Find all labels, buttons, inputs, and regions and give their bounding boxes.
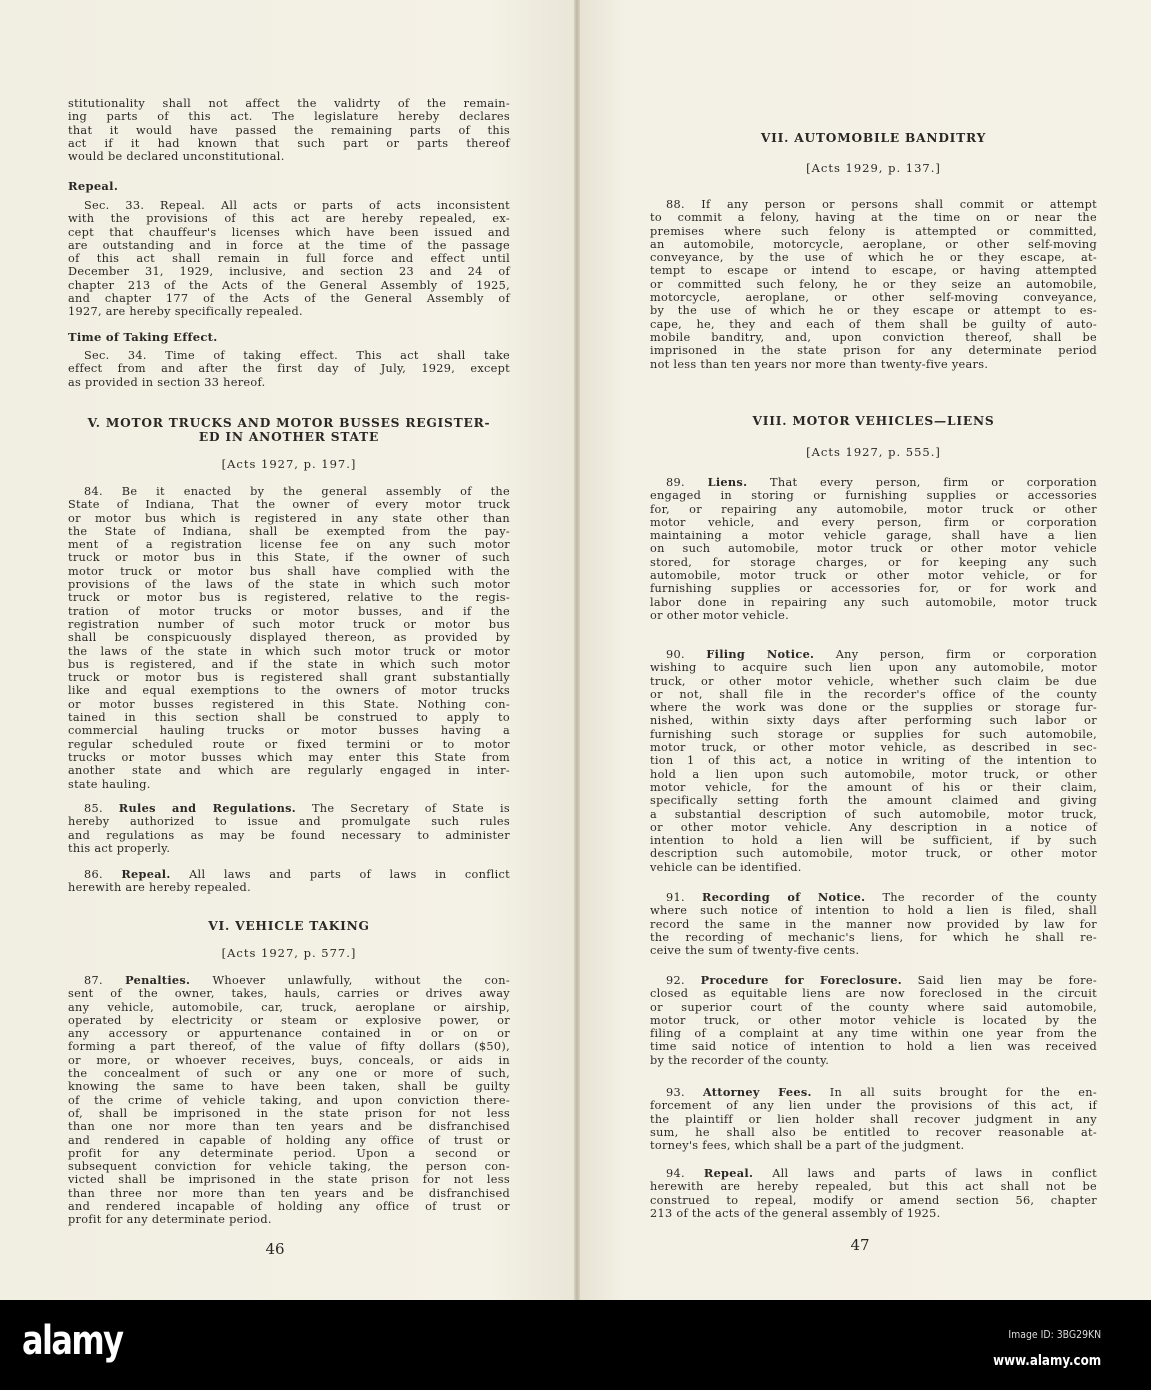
text-line: engaged in storing or furnishing supplies or accessories — [650, 489, 1097, 503]
watermark-url: www.alamy.com — [992, 1353, 1101, 1369]
text-line: shall be conspicuously displayed thereon, as provided by — [68, 631, 510, 645]
text-line: state hauling. — [68, 777, 151, 791]
text-line: profit for any determinate period. — [68, 1213, 272, 1227]
line-text: Repeal. All acts or parts of acts inconsistent — [160, 199, 510, 212]
text-line: motor truck, or other motor vehicle is located by the — [650, 1013, 1097, 1027]
text-line — [650, 198, 1097, 211]
text-line — [650, 1086, 1097, 1099]
section-heading: Rules and Regulations. — [118, 801, 297, 815]
section-title — [68, 919, 510, 933]
text-line: by the recorder of the county. — [650, 1053, 830, 1067]
text-line: knowing the same to have been taken, shall be guilty — [68, 1080, 510, 1094]
text-line: truck or motor bus is registered shall grant substantially — [68, 671, 510, 685]
text-line — [68, 868, 510, 881]
text-line: any accessory or appurtenance contained in or on or — [68, 1027, 510, 1041]
paragraph — [68, 199, 510, 319]
paragraph — [650, 1167, 1097, 1220]
section-title-line: VIII. MOTOR VEHICLES—LIENS — [752, 414, 995, 428]
text-line: closed as equitable liens are now foreclosed in the circuit — [650, 987, 1097, 1001]
acts-citation: [Acts 1927, p. 577.] — [221, 946, 357, 960]
paragraph — [68, 485, 510, 791]
side-heading: Repeal. — [68, 179, 119, 193]
text-line — [68, 349, 510, 362]
text-line: as provided in section 33 hereof. — [68, 375, 266, 389]
section-number: 93. — [666, 1086, 685, 1099]
text-line: like and equal exemptions to the owners of motor trucks — [68, 684, 510, 698]
text-line: herewith are hereby repealed, but this act shall not be — [650, 1180, 1097, 1194]
text-line: are outstanding and in force at the time of the passage — [68, 238, 510, 252]
text-line: ment of a registration license fee on any such motor — [68, 538, 510, 552]
text-line: motorcycle, aeroplane, or other self-moving conveyance, — [650, 291, 1097, 305]
paragraph — [68, 97, 510, 163]
text-line: December 31, 1929, inclusive, and section 23 and 24 of — [68, 265, 510, 279]
text-line — [68, 802, 510, 815]
right-page — [578, 0, 1151, 1300]
text-line: tempt to escape or intend to escape, or having attempted — [650, 264, 1097, 278]
section-number: 91. — [666, 891, 685, 904]
line-text: All laws and parts of laws in conflict — [189, 868, 510, 881]
text-line: or other motor vehicle. — [650, 608, 790, 622]
text-line: and rendered incapable of holding any office of trust or — [68, 1200, 510, 1214]
section-title-line: ED IN ANOTHER STATE — [198, 430, 380, 444]
text-line: cept that chauffeur's licenses which have been issued and — [68, 225, 510, 239]
text-line: construed to repeal, modify or amend section 56, chapter — [650, 1193, 1097, 1207]
text-line: labor done in repairing any such automobile, motor truck — [650, 595, 1097, 609]
section-heading: Liens. — [707, 475, 748, 489]
text-line — [68, 974, 510, 987]
section-number: Sec. 34. — [84, 349, 147, 362]
section-number: 94. — [666, 1167, 685, 1180]
line-text: Any person, firm or corporation — [835, 648, 1097, 661]
text-line: truck or motor bus is registered, relative to the regis- — [68, 591, 510, 605]
line-text: All laws and parts of laws in conflict — [772, 1167, 1097, 1180]
line-text: The Secretary of State is — [311, 802, 510, 815]
text-line — [650, 891, 1097, 904]
section-title — [68, 416, 510, 444]
text-line: tained in this section shall be construed to apply to — [68, 711, 510, 725]
paragraph — [650, 476, 1097, 622]
text-line: or other motor vehicle. Any description in a notice of — [650, 820, 1097, 834]
text-line: 213 of the acts of the general assembly of 1925. — [650, 1206, 941, 1220]
text-line: an automobile, motorcycle, aeroplane, or other self-moving — [650, 237, 1097, 251]
line-text: The recorder of the county — [882, 891, 1097, 904]
section-number: 87. — [84, 974, 103, 987]
text-line: another state and which are regularly engaged in inter- — [68, 764, 510, 778]
text-line: 1927, are hereby specifically repealed. — [68, 305, 303, 319]
text-line: maintaining a motor vehicle garage, shall have a lien — [650, 529, 1097, 543]
section-number: 92. — [666, 974, 685, 987]
text-line: wishing to acquire such lien upon any automobile, motor — [650, 661, 1097, 675]
text-line: or superior court of the county where said automobile, — [650, 1000, 1097, 1014]
text-line: of, shall be imprisoned in the state prison for not less — [68, 1106, 510, 1120]
left-page — [0, 0, 576, 1300]
line-text: If any person or persons shall commit or attempt — [701, 198, 1097, 211]
section-heading: Filing Notice. — [706, 647, 815, 661]
text-line: or motor busses registered in this State. Nothing con- — [68, 697, 510, 711]
text-line — [650, 1167, 1097, 1180]
image-id: Image ID: 3BG29KN — [1008, 1328, 1101, 1341]
line-text: Whoever unlawfully, without the con- — [212, 974, 510, 987]
text-line: forcement of any lien under the provisions of this act, if — [650, 1099, 1097, 1113]
text-line: with the provisions of this act are hereby repealed, ex- — [68, 212, 510, 226]
paragraph — [68, 868, 510, 895]
text-line — [650, 476, 1097, 489]
text-line: and rendered in capable of holding any office of trust or — [68, 1133, 510, 1147]
text-line: of the crime of vehicle taking, and upon conviction there- — [68, 1093, 510, 1107]
text-line: vehicle can be identified. — [650, 860, 802, 874]
text-line: where the work was done or the supplies or storage fur- — [650, 701, 1097, 715]
section-number: 89. — [666, 476, 685, 489]
text-line: ceive the sum of twenty-five cents. — [650, 944, 860, 958]
section-title-line: VI. VEHICLE TAKING — [208, 919, 370, 933]
text-line: ing parts of this act. The legislature hereby declares — [68, 110, 510, 124]
text-line: truck or motor bus in this State, if the owner of such — [68, 551, 510, 565]
text-line: hold a lien upon such automobile, motor truck, or other — [650, 767, 1097, 781]
text-line: sent of the owner, takes, hauls, carries or drives away — [68, 987, 510, 1001]
text-line: the State of Indiana, shall be exempted from the pay- — [68, 524, 510, 538]
text-line: automobile, motor truck or other motor vehicle, or for — [650, 569, 1097, 583]
text-line: regular scheduled route or fixed termini or to motor — [68, 737, 510, 751]
text-line: imprisoned in the state prison for any determinate period — [650, 344, 1097, 358]
text-line — [68, 199, 510, 212]
text-line: State of Indiana, That the owner of every motor truck — [68, 498, 510, 512]
text-line: cape, he, they and each of them shall be guilty of auto- — [650, 317, 1097, 331]
section-number: 86. — [84, 868, 103, 881]
text-line: the recording of mechanic's liens, for which he shall re- — [650, 930, 1097, 944]
text-line: than one nor more than ten years and be disfranchised — [68, 1120, 510, 1134]
text-line: act if it had known that such part or parts thereof — [68, 136, 510, 150]
text-line: premises where such felony is attempted or committed, — [650, 224, 1097, 238]
text-line: than three nor more than ten years and be disfranchised — [68, 1186, 510, 1200]
text-line: trucks or motor busses which may enter this State from — [68, 750, 510, 764]
section-heading: Penalties. — [125, 973, 191, 987]
text-line: filing of a complaint at any time within one year from the — [650, 1027, 1097, 1041]
text-line: the concealment of such or any one or more of such, — [68, 1067, 510, 1081]
text-line: and chapter 177 of the Acts of the General Assembly of — [68, 292, 510, 306]
side-heading: Time of Taking Effect. — [68, 330, 218, 344]
section-heading: Procedure for Foreclosure. — [700, 973, 902, 987]
text-line: profit for any determinate period. Upon a second or — [68, 1146, 510, 1160]
section-number: Sec. 33. — [84, 199, 145, 212]
section-number: 84. — [84, 485, 103, 498]
text-line: forming a part thereof, of the value of fifty dollars ($50), — [68, 1040, 510, 1054]
text-line: effect from and after the first day of July, 1929, except — [68, 362, 510, 376]
section-heading: Repeal. — [703, 1166, 754, 1180]
paragraph — [650, 198, 1097, 371]
paragraph — [650, 891, 1097, 957]
text-line: by the use of which he or they escape or attempt to es- — [650, 304, 1097, 318]
line-text: In all suits brought for the en- — [829, 1086, 1097, 1099]
paragraph — [650, 1086, 1097, 1152]
text-line: stored, for storage charges, or for keeping any such — [650, 555, 1097, 569]
text-line: or not, shall file in the recorder's office of the county — [650, 687, 1097, 701]
text-line: truck, or other motor vehicle, whether such claim be due — [650, 674, 1097, 688]
text-line: or more, or whoever receives, buys, conceals, or aids in — [68, 1053, 510, 1067]
text-line: conveyance, by the use of which he or they escape, at- — [650, 251, 1097, 265]
text-line: mobile banditry, and, upon conviction thereof, shall be — [650, 330, 1097, 344]
text-line: not less than ten years nor more than twenty-five years. — [650, 357, 989, 371]
section-title-line: V. MOTOR TRUCKS AND MOTOR BUSSES REGISTER- — [87, 416, 491, 430]
text-line — [650, 974, 1097, 987]
text-line — [650, 648, 1097, 661]
section-heading: Repeal. — [121, 867, 171, 881]
page-number: 46 — [265, 1240, 285, 1258]
text-line: bus is registered, and if the state in which such motor — [68, 657, 510, 671]
text-line: tion 1 of this act, a notice in writing of the intention to — [650, 754, 1097, 768]
acts-citation: [Acts 1927, p. 197.] — [221, 457, 357, 471]
text-line: subsequent conviction for vehicle taking, the person con- — [68, 1160, 510, 1174]
text-line: that it would have passed the remaining parts of this — [68, 123, 510, 137]
text-line: provisions of the laws of the state in which such motor — [68, 578, 510, 592]
text-line: description such automobile, motor truck, or other motor — [650, 847, 1097, 861]
paragraph — [650, 974, 1097, 1067]
text-line: victed shall be imprisoned in the state prison for not less — [68, 1173, 510, 1187]
text-line: torney's fees, which shall be a part of the judgment. — [650, 1139, 965, 1153]
watermark-band — [0, 1300, 1151, 1390]
text-line: any vehicle, automobile, car, truck, aeroplane or airship, — [68, 1000, 510, 1014]
paragraph — [68, 974, 510, 1227]
page-number: 47 — [850, 1236, 870, 1254]
text-line: this act properly. — [68, 841, 171, 855]
text-line: sum, he shall also be entitled to recover reasonable at- — [650, 1125, 1097, 1139]
section-number: 90. — [666, 648, 685, 661]
acts-citation: [Acts 1929, p. 137.] — [806, 161, 941, 175]
text-line: motor truck, or other motor vehicle, as described in sec- — [650, 741, 1097, 755]
text-line: motor truck or motor bus shall have complied with the — [68, 564, 510, 578]
text-line: tration of motor trucks or motor busses, and if the — [68, 604, 510, 618]
text-line: would be declared unconstitutional. — [68, 150, 285, 164]
text-line: operated by electricity or steam or explosive power, or — [68, 1013, 510, 1027]
text-line: chapter 213 of the Acts of the General Assembly of 1925, — [68, 278, 510, 292]
text-line: of this act shall remain in full force and effect until — [68, 252, 510, 266]
section-heading: Recording of Notice. — [702, 890, 866, 904]
text-line: the laws of the state in which such motor truck or motor — [68, 644, 510, 658]
text-line: registration number of such motor truck or motor bus — [68, 617, 510, 631]
section-heading: Attorney Fees. — [702, 1085, 812, 1099]
paragraph — [68, 802, 510, 855]
text-line: time said notice of intention to hold a lien was received — [650, 1040, 1097, 1054]
book-gutter — [574, 0, 580, 1300]
text-line: or motor bus which is registered in any state other than — [68, 511, 510, 525]
text-line: or committed such felony, he or they seize an automobile, — [650, 277, 1097, 291]
text-line: to commit a felony, having at the time on or near the — [650, 211, 1097, 225]
line-text: Time of taking effect. This act shall take — [165, 349, 510, 362]
text-line: stitutionality shall not affect the validrty of the remain- — [68, 97, 510, 110]
paragraph — [68, 349, 510, 389]
text-line: for, or repairing any automobile, motor truck or other — [650, 502, 1097, 516]
text-line — [68, 485, 510, 498]
text-line: the plaintiff or lien holder shall recover judgment in any — [650, 1112, 1097, 1126]
text-line: motor vehicle, and every person, firm or corporation — [650, 515, 1097, 529]
text-line: nished, within sixty days after performing such labor or — [650, 714, 1097, 728]
alamy-logo: alamy — [22, 1318, 123, 1364]
acts-citation: [Acts 1927, p. 555.] — [806, 445, 941, 459]
text-line: furnishing supplies or accessories for, or for work and — [650, 582, 1097, 596]
section-title — [650, 414, 1097, 428]
text-line: herewith are hereby repealed. — [68, 881, 251, 895]
paragraph — [650, 648, 1097, 874]
text-line: and regulations as may be found necessary to administer — [68, 828, 510, 842]
text-line: furnishing such storage or supplies for such automobile, — [650, 727, 1097, 741]
text-line: hereby authorized to issue and promulgate such rules — [68, 815, 510, 829]
section-title — [650, 131, 1097, 145]
section-number: 88. — [666, 198, 685, 211]
section-number: 85. — [84, 802, 103, 815]
text-line: on such automobile, motor truck or other motor vehicle — [650, 542, 1097, 556]
text-line: commercial hauling trucks or motor busses having a — [68, 724, 510, 738]
text-line: record the same in the manner now provided by law for — [650, 917, 1097, 931]
line-text: Said lien may be fore- — [917, 974, 1097, 987]
line-text: Be it enacted by the general assembly of the — [121, 485, 510, 498]
text-line: intention to hold a lien will be sufficient, if by such — [650, 834, 1097, 848]
section-title-line: VII. AUTOMOBILE BANDITRY — [760, 131, 987, 145]
text-line: specifically setting forth the amount claimed and giving — [650, 794, 1097, 808]
text-line: where such notice of intention to hold a lien is filed, shall — [650, 904, 1097, 918]
line-text: That every person, firm or corporation — [770, 476, 1097, 489]
text-line: a substantial description of such automobile, motor truck, — [650, 807, 1097, 821]
text-line: motor vehicle, for the amount of his or their claim, — [650, 780, 1097, 794]
